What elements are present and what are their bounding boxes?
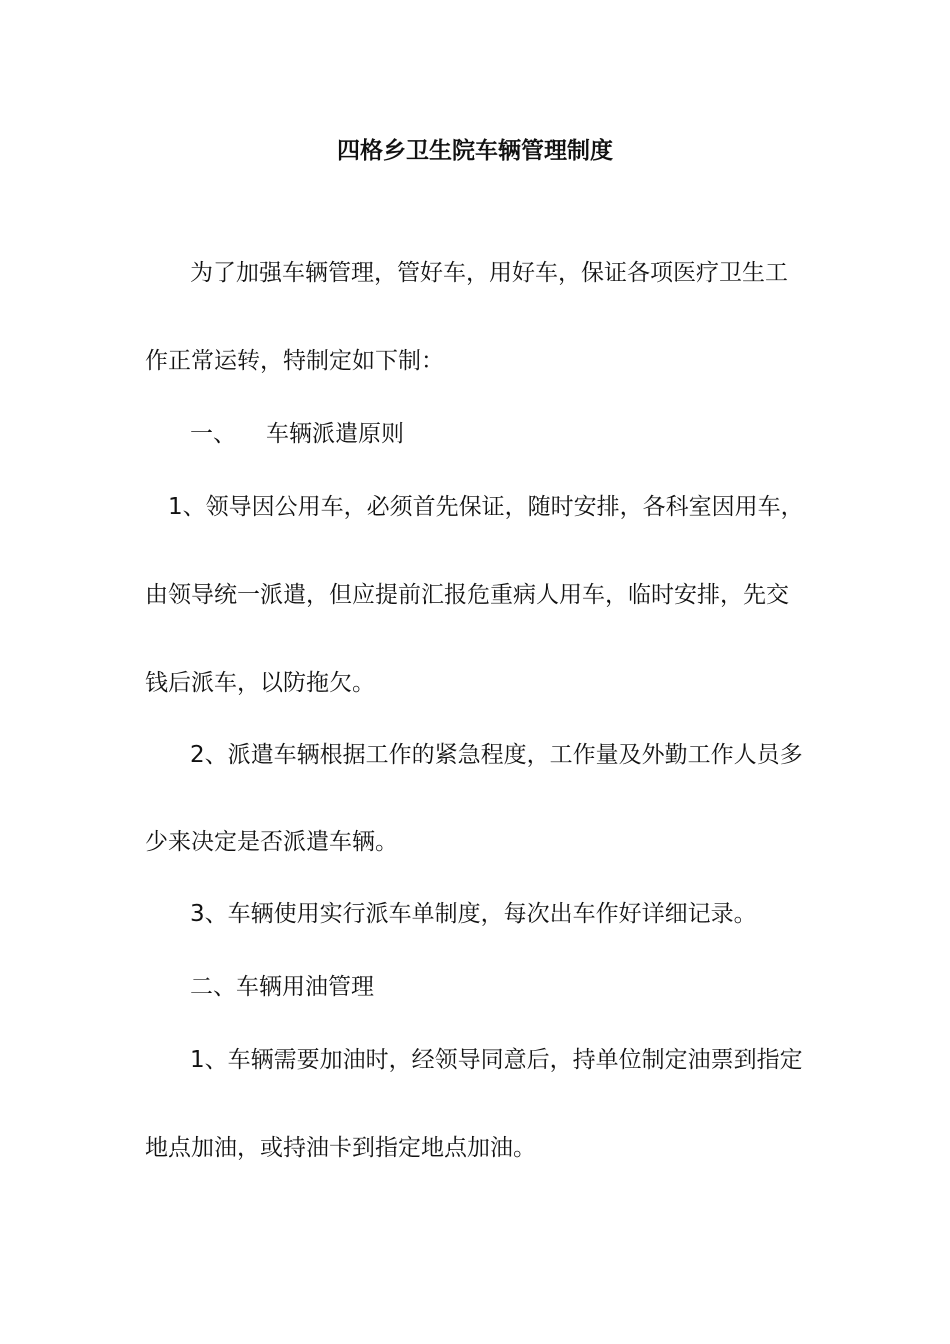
paragraph-line: 作正常运转，特制定如下制： bbox=[145, 348, 444, 374]
paragraph-line: 3、车辆使用实行派车单制度，每次出车作好详细记录。 bbox=[190, 901, 757, 927]
paragraph-line: 为了加强车辆管理，管好车，用好车，保证各项医疗卫生工 bbox=[190, 260, 788, 286]
paragraph-line: 由领导统一派遣，但应提前汇报危重病人用车，临时安排，先交 bbox=[145, 582, 789, 608]
section-heading-text: 车辆派遣原则 bbox=[266, 421, 404, 447]
section-heading-1 bbox=[0, 417, 950, 451]
paragraph-line: 少来决定是否派遣车辆。 bbox=[145, 829, 398, 855]
section-number: 一、 bbox=[190, 421, 236, 447]
paragraph-line: 2、派遣车辆根据工作的紧急程度，工作量及外勤工作人员多 bbox=[190, 742, 803, 768]
paragraph-line: 1、领导因公用车，必须首先保证，随时安排，各科室因用车， bbox=[168, 494, 804, 520]
paragraph-line: 钱后派车，以防拖欠。 bbox=[145, 670, 375, 696]
paragraph-line: 1、车辆需要加油时，经领导同意后，持单位制定油票到指定 bbox=[190, 1047, 803, 1073]
document-title: 四格乡卫生院车辆管理制度 bbox=[337, 138, 613, 164]
paragraph-line: 地点加油，或持油卡到指定地点加油。 bbox=[145, 1135, 536, 1161]
section-heading-2: 二、车辆用油管理 bbox=[190, 974, 374, 1000]
